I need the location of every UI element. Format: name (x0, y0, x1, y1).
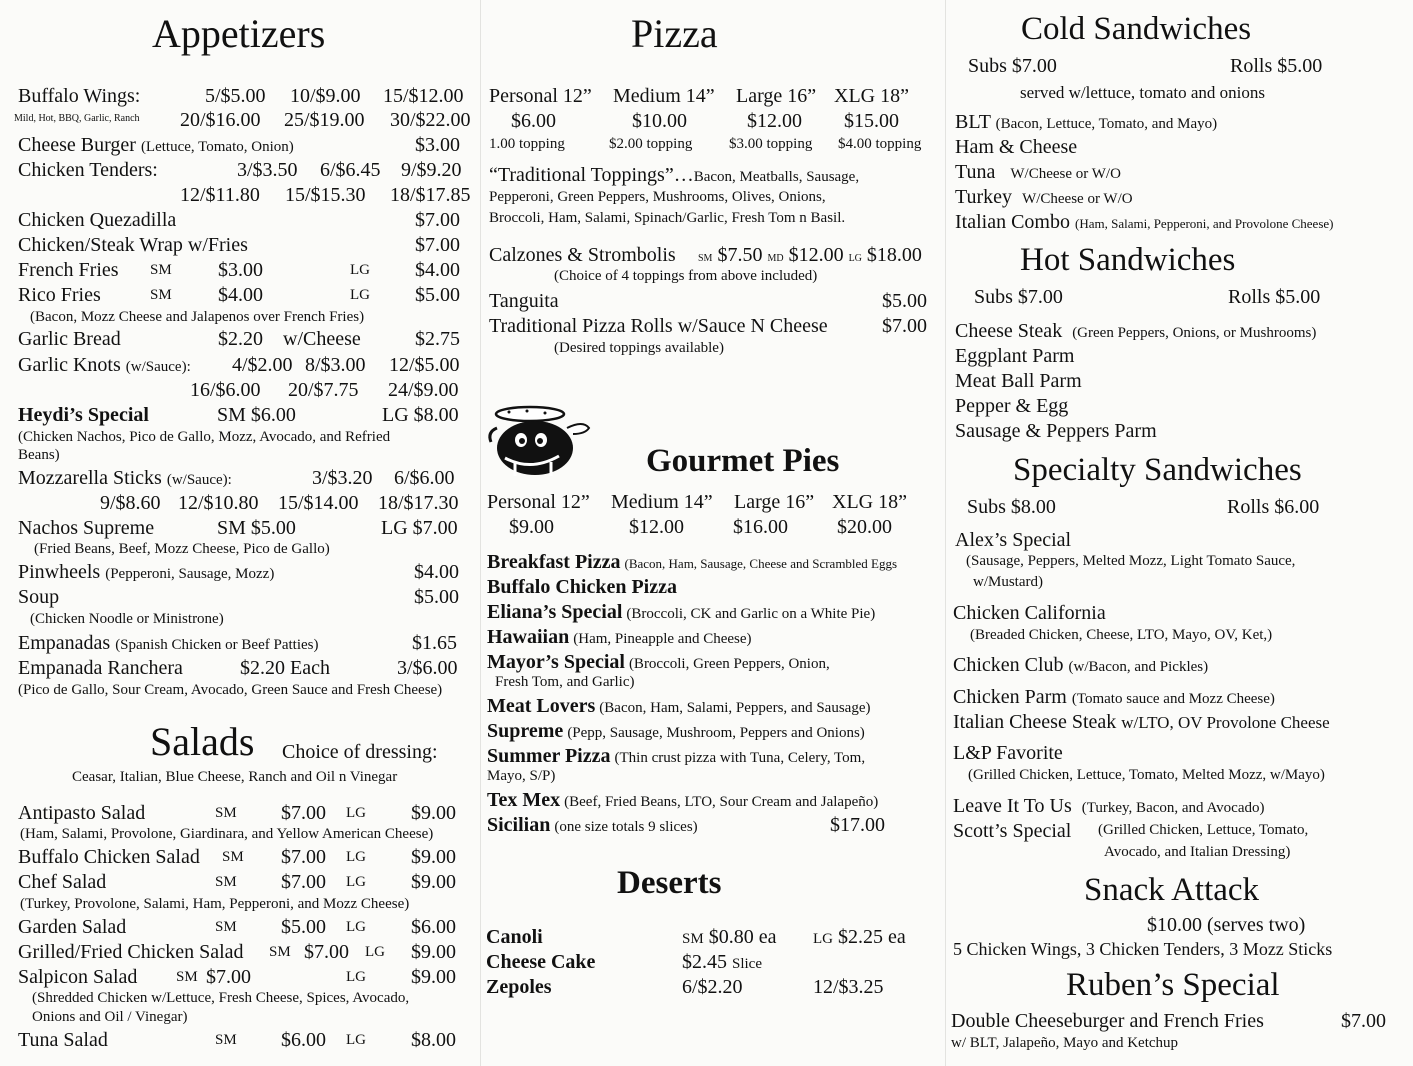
size-label: SM (215, 805, 237, 821)
menu-item-price: $4.00 (218, 284, 263, 306)
menu-item-price: $6.00 (511, 110, 556, 132)
menu-item-name-text: Cheese Burger (18, 134, 141, 156)
menu-item-name: Double Cheeseburger and French Fries (951, 1010, 1264, 1032)
menu-item-name: Traditional Pizza Rolls w/Sauce N Cheese (489, 315, 828, 337)
topping-price: 1.00 topping (489, 136, 565, 152)
menu-item-price (682, 927, 776, 947)
menu-item (953, 712, 1330, 732)
menu-item-name: Mayor’s Special (487, 651, 625, 673)
menu-item-price: 5/$5.00 (205, 85, 266, 107)
menu-item-desc: (Bacon, Ham, Salami, Peppers, and Sausage) (599, 700, 871, 716)
menu-item-desc: (Choice of 4 toppings from above included) (554, 268, 818, 284)
menu-item-price: $3.00 (415, 134, 460, 156)
menu-item-desc: w/ BLT, Jalapeño, Mayo and Ketchup (951, 1035, 1179, 1051)
menu-item-price: 6/$6.45 (320, 159, 381, 181)
menu-item-price: $2.20 (218, 328, 263, 350)
menu-item-name: Eliana’s Special (487, 601, 623, 623)
menu-item-desc: (Sausage, Peppers, Melted Mozz, Light Tomato Sauce, (966, 553, 1296, 569)
menu-item-price: $7.00 (281, 846, 326, 868)
price: $0.80 ea (708, 926, 777, 948)
menu-item-desc: (Bacon, Mozz Cheese and Jalapenos over French Fries) (30, 309, 365, 325)
menu-item-desc: w/Mustard) (973, 574, 1043, 590)
menu-item-name (18, 562, 274, 582)
menu-item-name: Pepper & Egg (955, 395, 1069, 417)
menu-item-price: 20/$16.00 (180, 109, 261, 131)
size-label: LG (346, 874, 366, 890)
menu-item-name: Salpicon Salad (18, 966, 138, 988)
price: $7.50 (717, 244, 763, 266)
menu-item-price: 12/$3.25 (813, 976, 884, 998)
topping-price: $4.00 topping (838, 136, 922, 152)
menu-item-desc: (Broccoli, CK and Garlic on a White Pie) (626, 606, 876, 622)
menu-item-desc: (Spanish Chicken or Beef Patties) (115, 637, 319, 653)
menu-item-desc: (Grilled Chicken, Lettuce, Tomato, Melted Mozz, w/Mayo) (968, 767, 1325, 783)
menu-item-price: $9.00 (411, 966, 456, 988)
menu-item-name: Eggplant Parm (955, 345, 1075, 367)
section-title-pizza: Pizza (631, 11, 718, 56)
menu-item-price: 3/$3.50 (237, 159, 298, 181)
rolls-price: Rolls $5.00 (1230, 55, 1323, 77)
menu-item-price (813, 927, 906, 947)
menu-item-price: $7.00 (206, 966, 251, 988)
menu-item-price: 15/$14.00 (278, 492, 359, 514)
menu-item-price: LG $7.00 (381, 517, 458, 539)
price: $18.00 (866, 244, 922, 266)
menu-item-name (18, 355, 191, 375)
menu-item-name: Buffalo Chicken Salad (18, 846, 200, 868)
menu-item-name: Turkey (955, 186, 1013, 208)
menu-item-name: Heydi’s Special (18, 404, 149, 426)
menu-item (487, 602, 875, 622)
menu-item-price: $1.65 (412, 632, 457, 654)
size-label: LG (848, 253, 862, 264)
toppings-list: Broccoli, Ham, Salami, Spinach/Garlic, Fresh Tom n Basil. (489, 210, 846, 226)
menu-item-desc: (Ham, Salami, Pepperoni, and Provolone Cheese) (1074, 216, 1334, 231)
menu-item-price: 15/$15.30 (285, 184, 366, 206)
section-title-snack-attack: Snack Attack (1084, 872, 1260, 908)
menu-item-desc: Fresh Tom, and Garlic) (495, 674, 635, 690)
menu-item-price: $7.00 (415, 234, 460, 256)
size-label: LG (346, 969, 366, 985)
menu-item-name: Hawaiian (487, 626, 570, 648)
toppings-label: “Traditional Toppings”… (489, 164, 694, 186)
size-label: SM (269, 944, 291, 960)
menu-item-desc: (Grilled Chicken, Lettuce, Tomato, (1098, 822, 1309, 838)
menu-item-desc: Mayo, S/P) (487, 768, 556, 784)
menu-item-desc: (Pico de Gallo, Sour Cream, Avocado, Green Sauce and Fresh Cheese) (18, 682, 443, 698)
size-label: MD (767, 253, 784, 264)
menu-item-desc: (w/Sauce): (125, 359, 191, 375)
menu-item-desc: (Green Peppers, Onions, or Mushrooms) (1072, 325, 1317, 341)
size-label: SM (222, 849, 244, 865)
size-label: Large 16” (736, 85, 817, 107)
menu-item-note: Mild, Hot, BBQ, Garlic, Ranch (14, 113, 140, 124)
menu-item-price: $12.00 (747, 110, 802, 132)
menu-item-price: SM $6.00 (217, 404, 296, 426)
menu-item-price: SM $5.00 (217, 517, 296, 539)
section-title-gourmet-pies: Gourmet Pies (646, 443, 840, 479)
size-label: SM (215, 874, 237, 890)
size-label: LG (350, 262, 370, 278)
menu-item-price: $5.00 (415, 284, 460, 306)
menu-item-price: $15.00 (844, 110, 899, 132)
menu-item-price: $7.00 (281, 871, 326, 893)
topping-price: $3.00 topping (729, 136, 813, 152)
menu-item-price: LG $8.00 (382, 404, 459, 426)
rolls-price: Rolls $5.00 (1228, 286, 1321, 308)
menu-item (955, 187, 1133, 207)
menu-item-name (18, 468, 232, 488)
menu-item-name: Antipasto Salad (18, 802, 146, 824)
menu-item (955, 112, 1217, 132)
size-label: Medium 14” (613, 85, 715, 107)
menu-item-price: $7.00 (304, 941, 349, 963)
menu-item-name: Supreme (487, 720, 564, 742)
section-title-specialty-sandwiches: Specialty Sandwiches (1013, 452, 1302, 488)
menu-item-name: Garlic Bread (18, 328, 121, 350)
menu-item-price: 25/$19.00 (284, 109, 365, 131)
menu-item-name: Chicken California (953, 602, 1106, 624)
menu-item-name-text: Pinwheels (18, 561, 106, 583)
size-label: Medium 14” (611, 491, 713, 513)
menu-item-name: Buffalo Wings: (18, 85, 141, 107)
menu-item (487, 790, 878, 810)
menu-item-name: Canoli (486, 926, 543, 948)
menu-item-name: Cheese Cake (486, 951, 596, 973)
menu-item-name: Italian Combo (955, 211, 1070, 233)
menu-item-price: $2.75 (415, 328, 460, 350)
menu-item-desc: (Shredded Chicken w/Lettuce, Fresh Cheese, Spices, Avocado, (32, 990, 410, 1006)
price: $12.00 (788, 244, 844, 266)
menu-item-name: Italian Cheese Steak (953, 711, 1117, 733)
menu-item-desc: (Thin crust pizza with Tuna, Celery, Tom, (614, 750, 866, 766)
menu-item-desc: (one size totals 9 slices) (554, 819, 698, 835)
menu-item-price: 20/$7.75 (288, 379, 359, 401)
menu-item-name: Chicken Club (953, 654, 1064, 676)
menu-item-desc: (Ham, Pineapple and Cheese) (573, 631, 752, 647)
menu-item-name: Rico Fries (18, 284, 101, 306)
menu-item-price: $20.00 (837, 516, 892, 538)
menu-item-price: 4/$2.00 (232, 354, 293, 376)
size-label: LG (813, 931, 833, 947)
subs-price: Subs $7.00 (968, 55, 1057, 77)
menu-item-price: $9.00 (411, 846, 456, 868)
size-label: LG (346, 805, 366, 821)
menu-item-name: Cheese Steak (955, 320, 1063, 342)
menu-item-price: $4.00 (414, 561, 459, 583)
column-divider (480, 0, 481, 1066)
menu-item-price: $12.00 (629, 516, 684, 538)
menu-item-price: 9/$8.60 (100, 492, 161, 514)
menu-item-name (18, 135, 294, 155)
menu-item-name: Tuna (955, 161, 996, 183)
menu-item-desc: (Beef, Fried Beans, LTO, Sour Cream and Jalapeño) (564, 794, 879, 810)
menu-item-price: 9/$9.20 (401, 159, 462, 181)
menu-item-name: Zepoles (486, 976, 552, 998)
menu-item-name: L&P Favorite (953, 742, 1063, 764)
menu-item (953, 821, 1071, 841)
menu-item-price: 12/$10.80 (178, 492, 259, 514)
menu-item (953, 796, 1265, 816)
size-label: LG (346, 849, 366, 865)
menu-item-price: 15/$12.00 (383, 85, 464, 107)
menu-item-desc: (Pepp, Sausage, Mushroom, Peppers and Onions) (567, 725, 865, 741)
menu-item-desc: (Pepperoni, Sausage, Mozz) (105, 566, 275, 582)
menu-item-desc: Avocado, and Italian Dressing) (1104, 844, 1291, 860)
menu-item-desc: Beans) (18, 447, 60, 463)
size-label: SM (698, 253, 713, 264)
menu-item (953, 687, 1275, 707)
menu-item-name: Meat Ball Parm (955, 370, 1082, 392)
menu-item-desc: (Broccoli, Green Peppers, Onion, (628, 656, 830, 672)
menu-item-desc: (Ham, Salami, Provolone, Giardinara, and Yellow American Cheese) (20, 826, 434, 842)
menu-item-price: $5.00 (281, 916, 326, 938)
menu-item-name: Scott’s Special (953, 820, 1072, 842)
price-unit: Slice (732, 956, 762, 972)
section-title-salads: Salads (150, 719, 255, 764)
menu-item-price: $7.00 (415, 209, 460, 231)
size-label: XLG 18” (834, 85, 909, 107)
menu-item-price: $5.00 (882, 290, 927, 312)
menu-item (955, 162, 1121, 182)
menu-item-name: Nachos Supreme (18, 517, 155, 539)
menu-item-desc: (Desired toppings available) (554, 340, 724, 356)
menu-item-name: Chef Salad (18, 871, 107, 893)
menu-item-price: $4.00 (415, 259, 460, 281)
menu-item-desc: (Chicken Nachos, Pico de Gallo, Mozz, Avocado, and Refried (18, 429, 391, 445)
column-divider (945, 0, 946, 1066)
menu-item-price: $7.00 (281, 802, 326, 824)
menu-item-desc: w/LTO, OV Provolone Cheese (1121, 713, 1330, 732)
menu-item (487, 815, 698, 835)
menu-item-name: Alex’s Special (955, 529, 1072, 551)
size-label: XLG 18” (832, 491, 907, 513)
size-label: SM (682, 931, 704, 947)
size-label: LG (346, 919, 366, 935)
menu-item-name: Chicken Tenders: (18, 159, 158, 181)
menu-item-desc: (w/Bacon, and Pickles) (1068, 659, 1209, 675)
rolls-price: Rolls $6.00 (1227, 496, 1320, 518)
menu-item-desc: (Bacon, Lettuce, Tomato, and Mayo) (995, 116, 1218, 132)
menu-item-price: 6/$6.00 (394, 467, 455, 489)
menu-item-price: $3.00 (218, 259, 263, 281)
menu-item-name: Breakfast Pizza (487, 551, 621, 573)
menu-item (487, 552, 897, 572)
toppings-heading (489, 165, 859, 185)
menu-item-name: Chicken Quezadilla (18, 209, 177, 231)
menu-item-name: BLT (955, 111, 991, 133)
menu-item-price: 30/$22.00 (390, 109, 471, 131)
menu-item-price (682, 952, 762, 972)
menu-item-name: Ham & Cheese (955, 136, 1078, 158)
size-label: LG (365, 944, 385, 960)
menu-item-price: $9.00 (509, 516, 554, 538)
menu-item-price: $6.00 (411, 916, 456, 938)
menu-item (955, 321, 1316, 341)
menu-item-name: Leave It To Us (953, 795, 1072, 817)
menu-item-price: $16.00 (733, 516, 788, 538)
menu-item-price: $17.00 (830, 814, 885, 836)
size-label: LG (350, 287, 370, 303)
menu-item-name: Sausage & Peppers Parm (955, 420, 1157, 442)
toppings-list: Bacon, Meatballs, Sausage, (693, 169, 860, 185)
menu-item-option: w/Cheese (283, 328, 361, 350)
menu-item (487, 577, 677, 597)
size-label: SM (150, 287, 172, 303)
menu-item (487, 746, 865, 766)
menu-item-desc: Onions and Oil / Vinegar) (32, 1009, 188, 1025)
menu-item-price: 18/$17.85 (390, 184, 471, 206)
menu-item (487, 721, 865, 741)
menu-item-desc: (Turkey, Bacon, and Avocado) (1081, 800, 1265, 816)
section-title-rubens-special: Ruben’s Special (1066, 967, 1280, 1003)
menu-item-price: $6.00 (281, 1029, 326, 1051)
pizza-chef-logo (485, 402, 597, 478)
menu-item-desc: W/Cheese or W/O (1022, 191, 1133, 207)
size-label: SM (150, 262, 172, 278)
menu-item-name: Soup (18, 586, 60, 608)
size-label: Large 16” (734, 491, 815, 513)
menu-item-price: 12/$11.80 (180, 184, 260, 206)
menu-item-price (698, 245, 922, 265)
size-label: Personal 12” (487, 491, 590, 513)
menu-item-name: Empanada Ranchera (18, 657, 183, 679)
menu-item-price: $9.00 (411, 871, 456, 893)
menu-item-name: Tex Mex (487, 789, 561, 811)
menu-item-price: 18/$17.30 (378, 492, 459, 514)
menu-item-price: 3/$6.00 (397, 657, 458, 679)
topping-price: $2.00 topping (609, 136, 693, 152)
section-note: served w/lettuce, tomato and onions (1020, 83, 1266, 102)
menu-item-desc: (Turkey, Provolone, Salami, Ham, Pepperoni, and Mozz Cheese) (20, 896, 410, 912)
menu-item-price: 16/$6.00 (190, 379, 261, 401)
menu-item-name-text: Empanadas (18, 632, 116, 654)
menu-item (487, 696, 870, 716)
subs-price: Subs $8.00 (967, 496, 1056, 518)
menu-item-name: Buffalo Chicken Pizza (487, 576, 677, 598)
menu-item-name (18, 633, 318, 653)
size-label: LG (346, 1032, 366, 1048)
menu-item-name: Chicken/Steak Wrap w/Fries (18, 234, 248, 256)
menu-item-name-text: Mozzarella Sticks (18, 467, 167, 489)
menu-item-desc: W/Cheese or W/O (1010, 166, 1121, 182)
menu-item (955, 212, 1333, 232)
price: $2.25 ea (838, 926, 906, 948)
menu-item-name: Calzones & Strombolis (489, 244, 676, 266)
menu-item-price: 3/$3.20 (312, 467, 373, 489)
menu-item-price: $2.20 Each (240, 657, 330, 679)
menu-item-desc: (Chicken Noodle or Ministrone) (30, 611, 224, 627)
menu-item-name: Sicilian (487, 814, 551, 836)
subs-price: Subs $7.00 (974, 286, 1063, 308)
size-label: SM (176, 969, 198, 985)
size-label: SM (215, 1032, 237, 1048)
menu-item (953, 655, 1208, 675)
menu-item (487, 652, 830, 672)
menu-item-name: Summer Pizza (487, 745, 611, 767)
menu-item-name: Garden Salad (18, 916, 127, 938)
section-note: Ceasar, Italian, Blue Cheese, Ranch and Oil n Vinegar (72, 769, 398, 785)
menu-item-name-text: Garlic Knots (18, 354, 126, 376)
menu-item-price: $9.00 (411, 802, 456, 824)
menu-item-price: 10/$9.00 (290, 85, 361, 107)
menu-item-price: 24/$9.00 (388, 379, 459, 401)
menu-item-desc: (Fried Beans, Beef, Mozz Cheese, Pico de Gallo) (34, 541, 330, 557)
menu-item-price: $8.00 (411, 1029, 456, 1051)
menu-item-desc: (Tomato sauce and Mozz Cheese) (1071, 691, 1275, 707)
section-title-cold-sandwiches: Cold Sandwiches (1021, 11, 1252, 47)
section-title-deserts: Deserts (617, 865, 722, 901)
menu-item-name: Tanguita (489, 290, 559, 312)
section-title-hot-sandwiches: Hot Sandwiches (1020, 242, 1236, 278)
menu-item-price: 12/$5.00 (389, 354, 460, 376)
menu-item-price: $5.00 (414, 586, 459, 608)
section-title-appetizers: Appetizers (152, 11, 326, 56)
menu-item-price: $9.00 (411, 941, 456, 963)
menu-item-price: $10.00 (632, 110, 687, 132)
menu-item-desc: (Lettuce, Tomato, Onion) (140, 139, 294, 155)
size-label: SM (215, 919, 237, 935)
toppings-list: Pepperoni, Green Peppers, Mushrooms, Olives, Onions, (489, 189, 826, 205)
menu-item-name: Tuna Salad (18, 1029, 108, 1051)
menu-item-desc: 5 Chicken Wings, 3 Chicken Tenders, 3 Mozz Sticks (953, 939, 1333, 959)
menu-item-name: Grilled/Fried Chicken Salad (18, 941, 244, 963)
menu-item-name: French Fries (18, 259, 119, 281)
menu-item-name: Meat Lovers (487, 695, 596, 717)
price: $2.45 (682, 951, 727, 973)
menu-item-desc: (Breaded Chicken, Cheese, LTO, Mayo, OV, Ket,) (970, 627, 1273, 643)
menu-item-price: $7.00 (882, 315, 927, 337)
menu-item (487, 627, 752, 647)
menu-item-price: 8/$3.00 (305, 354, 366, 376)
menu-item-desc: (Bacon, Ham, Sausage, Cheese and Scrambled Eggs (624, 556, 898, 571)
size-label: Personal 12” (489, 85, 592, 107)
menu-item-price: 6/$2.20 (682, 976, 743, 998)
menu-item-name: Chicken Parm (953, 686, 1067, 708)
menu-item-desc: (w/Sauce): (166, 472, 232, 488)
menu-item-price: $7.00 (1341, 1010, 1386, 1032)
menu-item-price: $10.00 (serves two) (1147, 914, 1306, 936)
section-subtitle: Choice of dressing: (282, 741, 438, 763)
